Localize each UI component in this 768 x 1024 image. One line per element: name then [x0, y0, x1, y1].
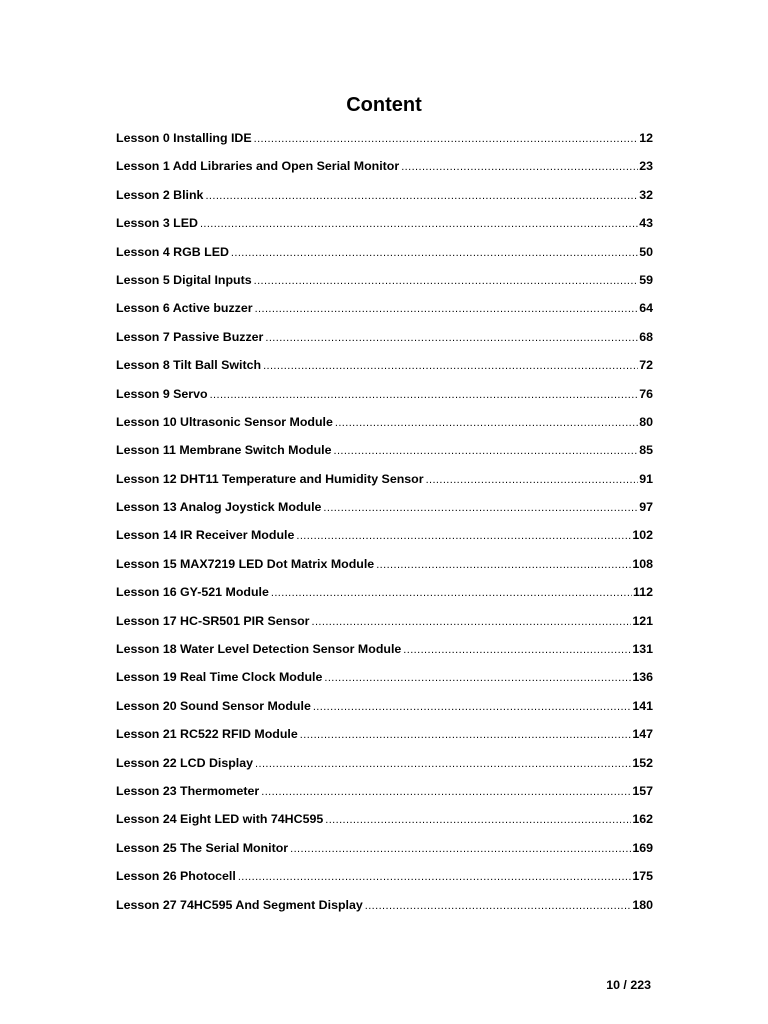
toc-entry-label: Lesson 2 Blink	[116, 187, 204, 202]
toc-dot-leader	[255, 755, 631, 773]
toc-entry-label: Lesson 17 HC-SR501 PIR Sensor	[116, 613, 310, 628]
toc-dot-leader	[323, 499, 638, 517]
toc-dot-leader	[296, 527, 631, 545]
toc-dot-leader	[254, 272, 639, 290]
toc-entry-page: 152	[632, 755, 653, 770]
toc-dot-leader	[376, 556, 631, 574]
toc-entry-label: Lesson 6 Active buzzer	[116, 301, 253, 316]
toc-dot-leader	[312, 613, 632, 631]
toc-entry-page: 97	[639, 500, 653, 515]
toc-entry-label: Lesson 22 LCD Display	[116, 755, 254, 770]
toc-entry[interactable]	[116, 328, 653, 356]
toc-entry[interactable]	[116, 498, 653, 526]
toc-entry-page: 108	[632, 556, 653, 571]
toc-dot-leader	[324, 669, 631, 687]
toc-dot-leader	[255, 300, 639, 318]
toc-dot-leader	[200, 215, 638, 233]
toc-entry[interactable]	[116, 243, 653, 271]
page-title: Content	[346, 94, 422, 116]
toc-entry[interactable]	[116, 186, 653, 214]
toc-dot-leader	[238, 868, 632, 886]
toc-entry-page: 59	[639, 272, 653, 287]
toc-entry-label: Lesson 15 MAX7219 LED Dot Matrix Module	[116, 556, 375, 571]
toc-entry-page: 180	[632, 897, 653, 912]
toc-entry-page: 50	[639, 244, 653, 259]
toc-dot-leader	[401, 158, 638, 176]
toc-entry-page: 147	[632, 727, 653, 742]
toc-entry-label: Lesson 1 Add Libraries and Open Serial Monitor	[116, 159, 400, 174]
toc-entry[interactable]	[116, 356, 653, 384]
toc-entry[interactable]	[116, 214, 653, 242]
toc-dot-leader	[290, 840, 631, 858]
toc-entry-page: 136	[632, 670, 653, 685]
toc-entry-page: 85	[639, 443, 653, 458]
toc-entry-page: 72	[639, 358, 653, 373]
toc-entry-label: Lesson 20 Sound Sensor Module	[116, 698, 311, 713]
toc-entry-label: Lesson 21 RC522 RFID Module	[116, 727, 298, 742]
toc-dot-leader	[365, 897, 632, 915]
toc-entry-page: 131	[632, 642, 653, 657]
toc-entry-label: Lesson 8 Tilt Ball Switch	[116, 358, 262, 373]
toc-entry-label: Lesson 4 RGB LED	[116, 244, 229, 259]
toc-entry-page: 76	[639, 386, 653, 401]
toc-dot-leader	[210, 386, 639, 404]
toc-entry-page: 121	[632, 613, 653, 628]
toc-entry-page: 91	[639, 471, 653, 486]
toc-dot-leader	[300, 726, 632, 744]
toc-entry[interactable]	[116, 782, 653, 810]
toc-entry[interactable]	[116, 299, 653, 327]
toc-entry-label: Lesson 23 Thermometer	[116, 783, 260, 798]
toc-dot-leader	[271, 584, 632, 602]
toc-entry-page: 157	[632, 783, 653, 798]
toc-entry-label: Lesson 0 Installing IDE	[116, 131, 252, 145]
toc-entry[interactable]	[116, 129, 653, 157]
toc-entry-label: Lesson 7 Passive Buzzer	[116, 329, 264, 344]
toc-entry-label: Lesson 26 Photocell	[116, 869, 236, 884]
table-of-contents	[116, 129, 653, 924]
toc-entry[interactable]	[116, 413, 653, 441]
toc-entry-page: 162	[632, 812, 653, 827]
toc-entry-page: 43	[639, 216, 653, 231]
toc-entry-label: Lesson 24 Eight LED with 74HC595	[116, 812, 324, 827]
toc-entry[interactable]	[116, 441, 653, 469]
toc-entry-label: Lesson 3 LED	[116, 216, 198, 231]
toc-entry[interactable]	[116, 697, 653, 725]
toc-dot-leader	[263, 357, 638, 375]
toc-entry-page: 80	[639, 414, 653, 429]
toc-entry-label: Lesson 27 74HC595 And Segment Display	[116, 897, 363, 912]
toc-entry-page: 12	[639, 131, 653, 145]
toc-entry-page: 141	[632, 698, 653, 713]
toc-entry[interactable]	[116, 839, 653, 867]
toc-entry-page: 32	[639, 187, 653, 202]
toc-entry-page: 175	[632, 869, 653, 884]
toc-dot-leader	[231, 244, 638, 262]
toc-dot-leader	[261, 783, 631, 801]
toc-entry[interactable]	[116, 157, 653, 185]
toc-entry[interactable]	[116, 640, 653, 668]
toc-entry-label: Lesson 9 Servo	[116, 386, 208, 401]
toc-entry[interactable]	[116, 896, 653, 924]
toc-entry-page: 102	[632, 528, 653, 543]
toc-entry-label: Lesson 25 The Serial Monitor	[116, 840, 289, 855]
toc-entry[interactable]	[116, 555, 653, 583]
page-number: 10 / 223	[606, 978, 651, 992]
toc-entry[interactable]	[116, 271, 653, 299]
toc-entry[interactable]	[116, 668, 653, 696]
toc-entry[interactable]	[116, 526, 653, 554]
toc-entry[interactable]	[116, 385, 653, 413]
toc-entry[interactable]	[116, 612, 653, 640]
toc-dot-leader	[334, 442, 639, 460]
toc-dot-leader	[426, 471, 639, 489]
toc-entry-label: Lesson 12 DHT11 Temperature and Humidity Sensor	[116, 471, 424, 486]
toc-entry-page: 23	[639, 159, 653, 174]
toc-entry-page: 64	[639, 301, 653, 316]
toc-entry-label: Lesson 19 Real Time Clock Module	[116, 670, 323, 685]
toc-entry-label: Lesson 10 Ultrasonic Sensor Module	[116, 414, 333, 429]
toc-entry[interactable]	[116, 725, 653, 753]
toc-entry-label: Lesson 16 GY-521 Module	[116, 585, 269, 600]
toc-entry-page: 169	[632, 840, 653, 855]
toc-entry-page: 68	[639, 329, 653, 344]
toc-dot-leader	[403, 641, 631, 659]
toc-dot-leader	[313, 698, 631, 716]
toc-entry[interactable]	[116, 583, 653, 611]
toc-dot-leader	[325, 811, 631, 829]
toc-entry[interactable]	[116, 810, 653, 838]
toc-dot-leader	[254, 130, 639, 148]
toc-entry[interactable]	[116, 754, 653, 782]
toc-entry-label: Lesson 14 IR Receiver Module	[116, 528, 295, 543]
toc-dot-leader	[205, 187, 638, 205]
toc-entry-page: 112	[633, 585, 653, 600]
toc-entry[interactable]	[116, 470, 653, 498]
toc-entry-label: Lesson 5 Digital Inputs	[116, 272, 252, 287]
toc-entry-label: Lesson 11 Membrane Switch Module	[116, 443, 332, 458]
toc-entry-label: Lesson 13 Analog Joystick Module	[116, 500, 322, 515]
toc-dot-leader	[335, 414, 638, 432]
toc-entry-label: Lesson 18 Water Level Detection Sensor Module	[116, 642, 402, 657]
toc-dot-leader	[265, 329, 638, 347]
toc-entry[interactable]	[116, 867, 653, 895]
